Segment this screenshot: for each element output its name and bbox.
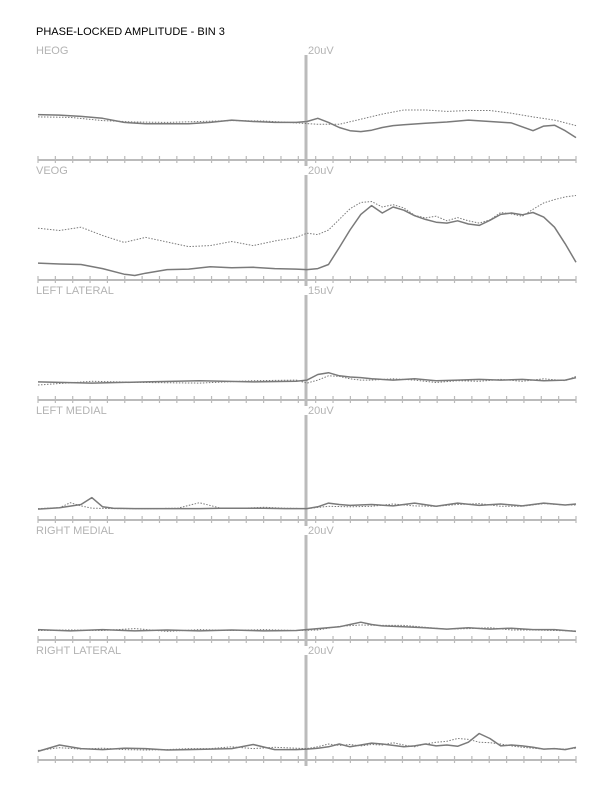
- scale-label: 20uV: [308, 645, 334, 657]
- scale-label: 20uV: [308, 525, 334, 537]
- page-title: PHASE-LOCKED AMPLITUDE - BIN 3: [36, 26, 225, 38]
- channel-label: VEOG: [36, 165, 68, 177]
- panel-right-medial: [36, 525, 576, 646]
- channel-label: LEFT LATERAL: [36, 285, 114, 297]
- scale-label: 20uV: [308, 405, 334, 417]
- channel-label: RIGHT MEDIAL: [36, 525, 115, 537]
- channel-label: LEFT MEDIAL: [36, 405, 107, 417]
- scale-label: 20uV: [308, 165, 334, 177]
- panel-left-lateral: [36, 285, 576, 406]
- channel-label: HEOG: [36, 45, 69, 57]
- scale-label: 20uV: [308, 45, 334, 57]
- panel-right-lateral: [36, 645, 576, 766]
- panel-veog: [36, 165, 576, 286]
- channel-label: RIGHT LATERAL: [36, 645, 122, 657]
- panel-left-medial: [36, 405, 576, 526]
- scale-label: 15uV: [308, 285, 334, 297]
- panel-heog: [36, 45, 576, 166]
